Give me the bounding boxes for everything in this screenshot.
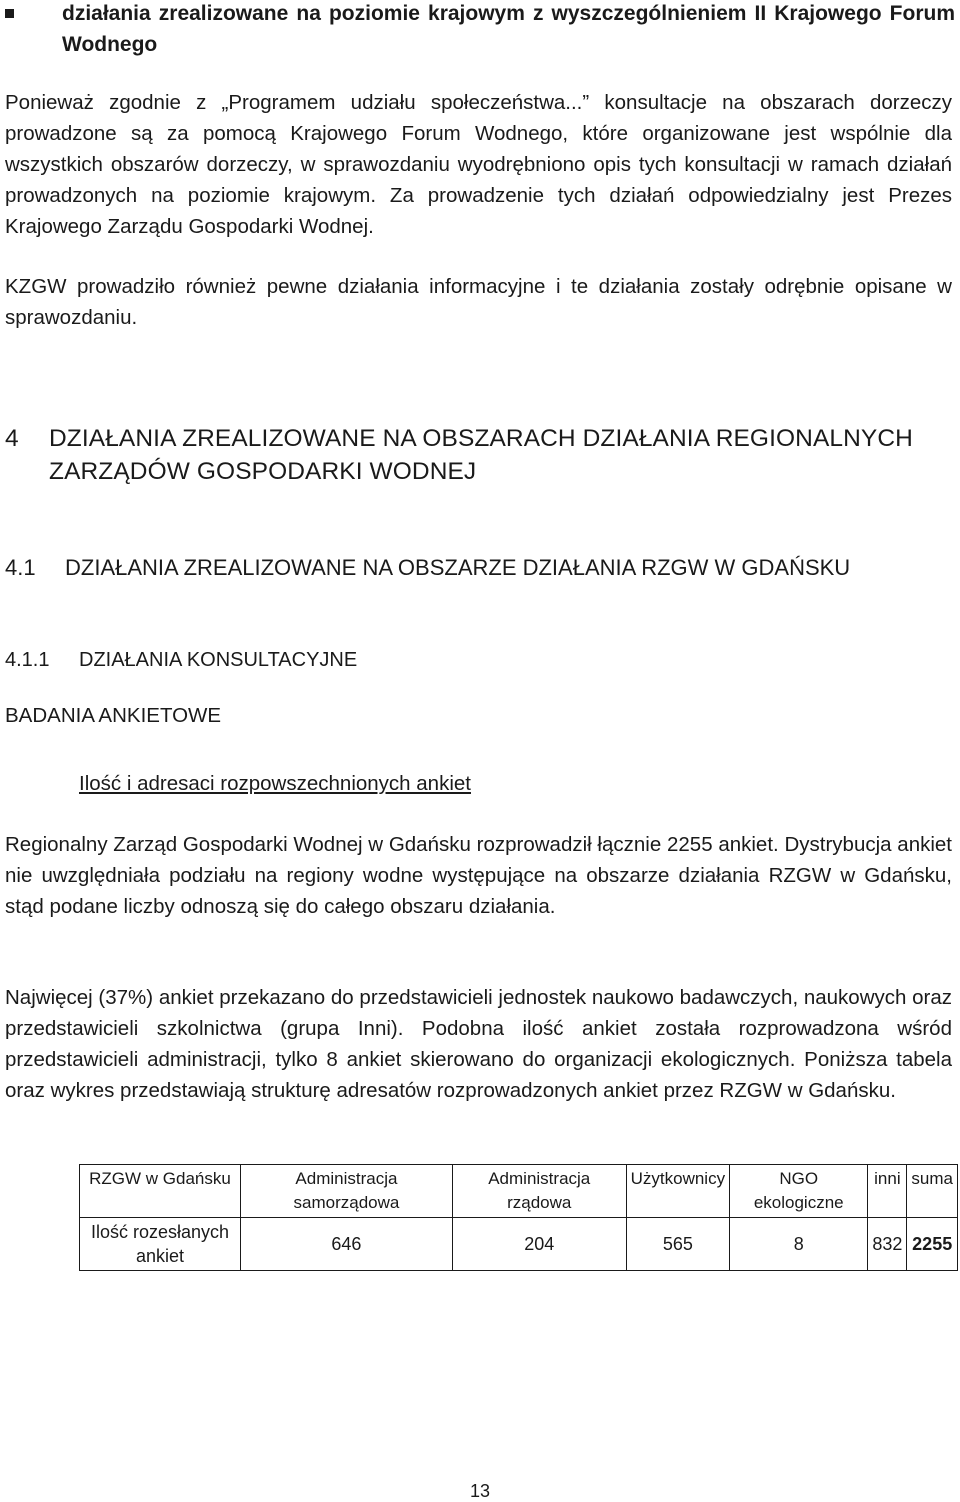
- table-header-row: [80, 1165, 958, 1218]
- paragraph-3: Regionalny Zarząd Gospodarki Wodnej w Gdańsku rozprowadził łącznie 2255 ankiet. Dystrybucja ankiet nie uwzględniała podziału na regiony wodne występujące na obszarze działania RZGW w Gdańsku, stąd podane liczby odnoszą się do całego obszaru działania.: [5, 833, 952, 918]
- table-cell-total: 2255: [907, 1218, 958, 1271]
- section-title-underlined: Ilość i adresaci rozpowszechnionych ankiet: [79, 772, 471, 795]
- heading-3-text: DZIAŁANIA KONSULTACYJNE: [79, 649, 358, 671]
- page-number: 13: [469, 1481, 491, 1501]
- heading-1-text: DZIAŁANIA ZREALIZOWANE NA OBSZARACH DZIAŁANIA REGIONALNYCH ZARZĄDÓW GOSPODARKI WODNEJ: [49, 425, 913, 485]
- table-row: [80, 1218, 958, 1271]
- table-cell: 565: [626, 1218, 729, 1271]
- square-bullet-icon: [5, 9, 14, 18]
- subheading: BADANIA ANKIETOWE: [5, 704, 222, 727]
- table-header-cell: Administracja samorządowa: [241, 1165, 453, 1218]
- heading-3-number: 4.1.1: [5, 649, 50, 671]
- paragraph-1: Ponieważ zgodnie z „Programem udziału społeczeństwa...” konsultacje na obszarach dorzeczy prowadzone są za pomocą Krajowego Forum Wodnego, które organizowane jest wspólnie dla wszystkich obszarów dorzeczy, w sprawozdaniu wyodrębniono opis tych konsultacji w ramach działań prowadzonych na poziomie krajowym. Za prowadzenie tych działań odpowiedzialny jest Prezes Krajowego Zarządu Gospodarki Wodnej.: [5, 91, 952, 238]
- table-row-label: Ilość rozesłanych ankiet: [80, 1218, 241, 1271]
- table-cell: 646: [241, 1218, 453, 1271]
- table-header-cell: RZGW w Gdańsku: [80, 1165, 241, 1218]
- table-cell: 204: [452, 1218, 626, 1271]
- heading-2-number: 4.1: [5, 555, 36, 580]
- table-header-cell: suma: [907, 1165, 958, 1218]
- paragraph-2: KZGW prowadziło również pewne działania informacyjne i te działania zostały odrębnie opisane w sprawozdaniu.: [5, 275, 952, 329]
- paragraph-4: Najwięcej (37%) ankiet przekazano do przedstawicieli jednostek naukowo badawczych, naukowych oraz przedstawicieli szkolnictwa (grupa Inni). Podobna ilość ankiet została rozprowadzona wśród przedstawicieli administracji, tylko 8 ankiet skierowano do organizacji ekologicznych. Poniższa tabela oraz wykres przedstawiają strukturę adresatów rozprowadzonych ankiet przez RZGW w Gdańsku.: [5, 986, 952, 1102]
- table-header-cell: Użytkownicy: [626, 1165, 729, 1218]
- distribution-table: [79, 1164, 958, 1271]
- heading-1-number: 4: [5, 425, 19, 452]
- table-header-cell: inni: [868, 1165, 907, 1218]
- table-cell: 832: [868, 1218, 907, 1271]
- table-header-cell: NGO ekologiczne: [730, 1165, 868, 1218]
- heading-2-text: DZIAŁANIA ZREALIZOWANE NA OBSZARZE DZIAŁANIA RZGW W GDAŃSKU: [65, 555, 851, 580]
- table-header-cell: Administracja rządowa: [452, 1165, 626, 1218]
- bullet-text: działania zrealizowane na poziomie krajowym z wyszczególnieniem II Krajowego Forum Wodnego: [62, 2, 955, 56]
- table-cell: 8: [730, 1218, 868, 1271]
